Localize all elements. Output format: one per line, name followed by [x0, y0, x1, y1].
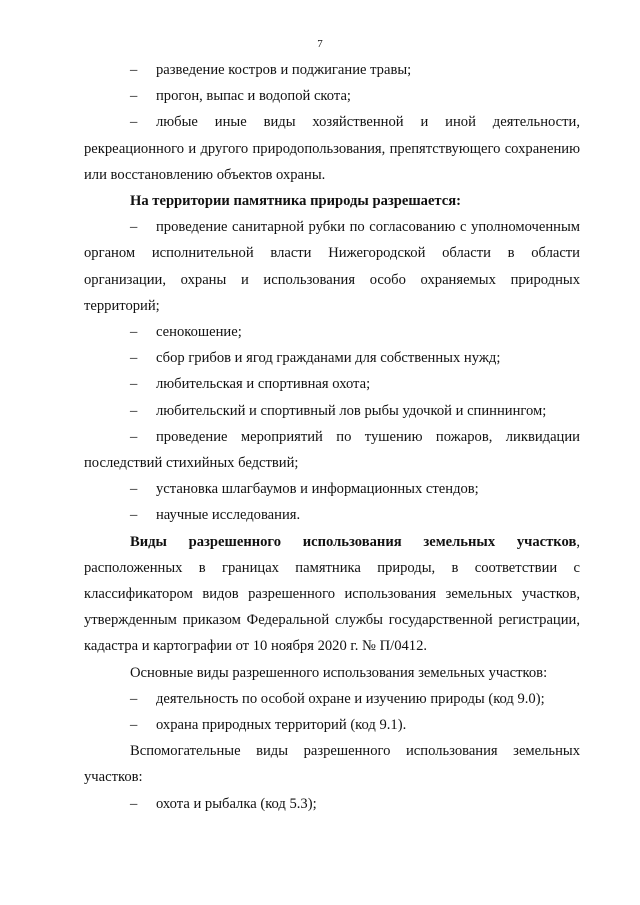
dash-bullet: –: [130, 690, 138, 707]
dash-bullet: –: [130, 481, 138, 498]
list-item: – проведение санитарной рубки по согласованию с уполномоченным органом исполнительной власти Нижегородской области в области организации, охраны и использования особо охраняемых природных территорий;: [84, 214, 580, 319]
list-item: – установка шлагбаумов и информационных стендов;: [84, 476, 580, 502]
section-heading: На территории памятника природы разрешается:: [130, 193, 461, 210]
list-item: – научные исследования.: [84, 502, 580, 528]
land-use-paragraph: Виды разрешенного использования земельных участков, расположенных в границах памятника природы, в соответствии с классификатором видов разрешенного использования земельных участков, утвержденным приказом Федеральной службы государственной регистрации, кадастра и картографии от 10 ноября 2020 г. № П/0412.: [84, 533, 580, 655]
dash-bullet: –: [130, 717, 138, 734]
land-use-heading: Виды разрешенного использования земельных участков: [130, 533, 577, 550]
list-item: – деятельность по особой охране и изучению природы (код 9.0);: [84, 686, 580, 712]
list-item: – прогон, выпас и водопой скота;: [84, 83, 580, 109]
list-item: – сенокошение;: [84, 319, 580, 345]
list-item: – любительский и спортивный лов рыбы удочкой и спиннингом;: [84, 398, 580, 424]
dash-bullet: –: [130, 376, 138, 393]
list-item: – охота и рыбалка (код 5.3);: [84, 791, 580, 817]
dash-bullet: –: [130, 350, 138, 367]
dash-bullet: –: [130, 88, 138, 105]
dash-bullet: –: [130, 324, 138, 341]
list-item: – проведение мероприятий по тушению пожаров, ликвидации последствий стихийных бедствий;: [84, 424, 580, 476]
list-item: – любые иные виды хозяйственной и иной деятельности, рекреационного и другого природопользования, препятствующего сохранению или восстановлению объектов охраны.: [84, 109, 580, 188]
list-item: – любительская и спортивная охота;: [84, 371, 580, 397]
dash-bullet: –: [130, 795, 138, 812]
dash-bullet: –: [130, 219, 138, 236]
dash-bullet: –: [130, 114, 138, 131]
dash-bullet: –: [130, 507, 138, 524]
document-body: [84, 57, 580, 817]
main-kinds-heading: Основные виды разрешенного использования земельных участков:: [130, 664, 548, 681]
dash-bullet: –: [130, 62, 138, 78]
page-number: 7: [317, 38, 323, 50]
list-item: – сбор грибов и ягод гражданами для собственных нужд;: [84, 345, 580, 371]
list-item: – охрана природных территорий (код 9.1).: [84, 712, 580, 738]
aux-kinds-heading: Вспомогательные виды разрешенного использования земельных участков:: [84, 743, 580, 786]
dash-bullet: –: [130, 402, 138, 419]
list-item: – разведение костров и поджигание травы;: [84, 57, 580, 83]
dash-bullet: –: [130, 428, 138, 445]
